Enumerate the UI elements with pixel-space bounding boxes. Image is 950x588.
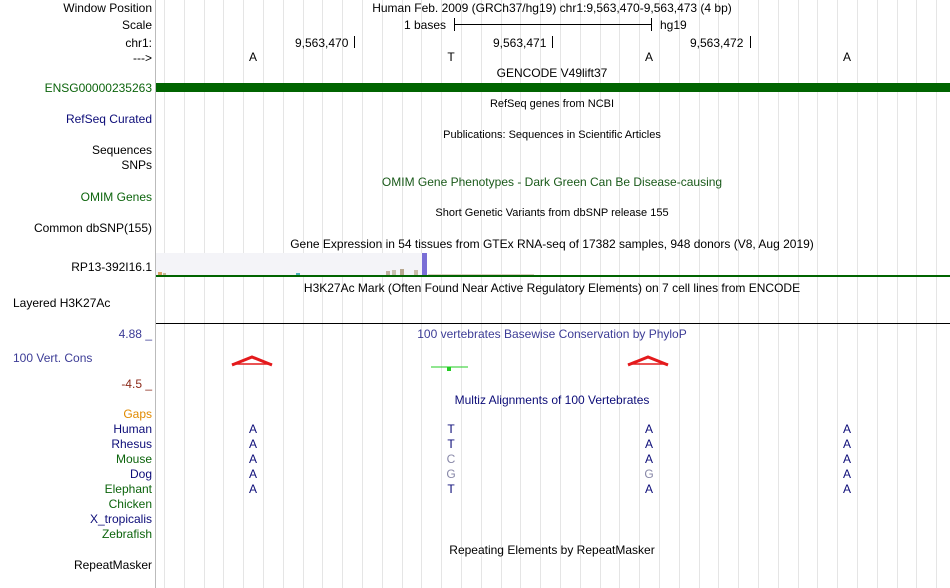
label-phylop-min: -4.5 _ bbox=[121, 377, 152, 391]
ruler-tick-label-1: 9,563,470 bbox=[295, 36, 349, 50]
alignment-base: G bbox=[446, 467, 456, 481]
track-title-multiz: Multiz Alignments of 100 Vertebrates bbox=[454, 393, 650, 407]
species-label: Rhesus bbox=[111, 437, 152, 451]
alignment-base: T bbox=[447, 422, 455, 436]
ruler-tick-3 bbox=[750, 36, 751, 48]
assembly-position: Human Feb. 2009 (GRCh37/hg19) chr1:9,563,470-9,563,473 (4 bp) bbox=[372, 1, 732, 15]
gencode-gene-bar[interactable] bbox=[156, 83, 950, 92]
track-title-refseq: RefSeq genes from NCBI bbox=[489, 98, 615, 110]
alignment-base: G bbox=[644, 467, 654, 481]
track-title-rmsk: Repeating Elements by RepeatMasker bbox=[449, 543, 655, 557]
alignment-base: A bbox=[248, 437, 257, 451]
browser-track-area[interactable] bbox=[156, 0, 950, 588]
alignment-base: A bbox=[644, 452, 653, 466]
base-4: A bbox=[842, 50, 851, 64]
scale-db: hg19 bbox=[660, 18, 687, 32]
label-dbsnp[interactable]: Common dbSNP(155) bbox=[33, 221, 152, 235]
alignment-base: A bbox=[644, 437, 653, 451]
label-chrom: chr1: bbox=[125, 36, 152, 50]
species-label: Zebrafish bbox=[101, 527, 152, 541]
label-omim[interactable]: OMIM Genes bbox=[80, 190, 152, 204]
alignment-base: A bbox=[248, 422, 257, 436]
label-snps[interactable]: SNPs bbox=[121, 158, 152, 172]
alignment-base: T bbox=[447, 482, 455, 496]
label-gtex-gene[interactable]: RP13-392I16.1 bbox=[71, 260, 152, 274]
label-sequences[interactable]: Sequences bbox=[91, 143, 152, 157]
phylop-negative-point bbox=[447, 367, 451, 371]
species-label: Human bbox=[113, 422, 152, 436]
track-title-gencode: GENCODE V49lift37 bbox=[496, 66, 608, 80]
alignment-base: A bbox=[842, 422, 851, 436]
alignment-base: C bbox=[446, 452, 456, 466]
species-label: Elephant bbox=[104, 482, 152, 496]
label-gencode-gene[interactable]: ENSG00000235263 bbox=[44, 81, 152, 95]
alignment-base: A bbox=[248, 482, 257, 496]
label-cons[interactable]: 100 Vert. Cons bbox=[13, 351, 93, 365]
label-repeatmasker[interactable]: RepeatMasker bbox=[73, 558, 152, 572]
track-title-dbsnp: Short Genetic Variants from dbSNP release 155 bbox=[435, 207, 669, 219]
alignment-base: A bbox=[842, 437, 851, 451]
base-3: A bbox=[644, 50, 653, 64]
track-title-phylop: 100 vertebrates Basewise Conservation by PhyloP bbox=[417, 327, 687, 341]
species-label: Chicken bbox=[108, 497, 152, 511]
track-title-publications: Publications: Sequences in Scientific Articles bbox=[443, 129, 661, 141]
ruler-tick-label-2: 9,563,471 bbox=[493, 36, 547, 50]
scale-text: 1 bases bbox=[404, 18, 447, 32]
scale-bar bbox=[454, 24, 652, 25]
alignment-base: T bbox=[447, 437, 455, 451]
phylop-plot bbox=[156, 352, 950, 372]
species-label: X_tropicalis bbox=[89, 512, 152, 526]
track-title-gtex: Gene Expression in 54 tissues from GTEx RNA-seq of 17382 samples, 948 donors (V8, Aug 2019) bbox=[290, 237, 814, 251]
ruler-tick-2 bbox=[552, 36, 553, 48]
label-phylop-max: 4.88 _ bbox=[118, 327, 152, 341]
alignment-base: A bbox=[842, 482, 851, 496]
track-title-omim: OMIM Gene Phenotypes - Dark Green Can Be Disease-causing bbox=[381, 175, 723, 189]
label-refseq[interactable]: RefSeq Curated bbox=[65, 112, 152, 126]
label-strand: ---> bbox=[133, 51, 152, 65]
label-gaps: Gaps bbox=[123, 407, 152, 421]
track-title-h3k27ac: H3K27Ac Mark (Often Found Near Active Regulatory Elements) on 7 cell lines from ENCODE bbox=[303, 281, 801, 295]
alignment-base: A bbox=[842, 467, 851, 481]
ruler-tick-1 bbox=[354, 36, 355, 48]
species-label: Dog bbox=[129, 467, 152, 481]
label-scale: Scale bbox=[121, 18, 152, 32]
scale-bar-left-tick bbox=[454, 18, 455, 31]
label-h3k27ac[interactable]: Layered H3K27Ac bbox=[13, 296, 111, 310]
gtex-gene-region[interactable] bbox=[156, 253, 422, 275]
base-1: A bbox=[248, 50, 257, 64]
scale-bar-right-tick bbox=[651, 18, 652, 31]
ruler-tick-label-3: 9,563,472 bbox=[690, 36, 744, 50]
label-window-position: Window Position bbox=[63, 1, 152, 15]
gtex-baseline bbox=[156, 275, 950, 277]
alignment-base: A bbox=[842, 452, 851, 466]
species-label: Mouse bbox=[115, 452, 152, 466]
alignment-base: A bbox=[248, 467, 257, 481]
base-2: T bbox=[447, 50, 455, 64]
alignment-base: A bbox=[644, 482, 653, 496]
h3k27ac-baseline bbox=[156, 323, 950, 324]
gtex-highlight-bar bbox=[422, 253, 427, 275]
alignment-base: A bbox=[644, 422, 653, 436]
track-label-column bbox=[0, 0, 155, 588]
alignment-base: A bbox=[248, 452, 257, 466]
